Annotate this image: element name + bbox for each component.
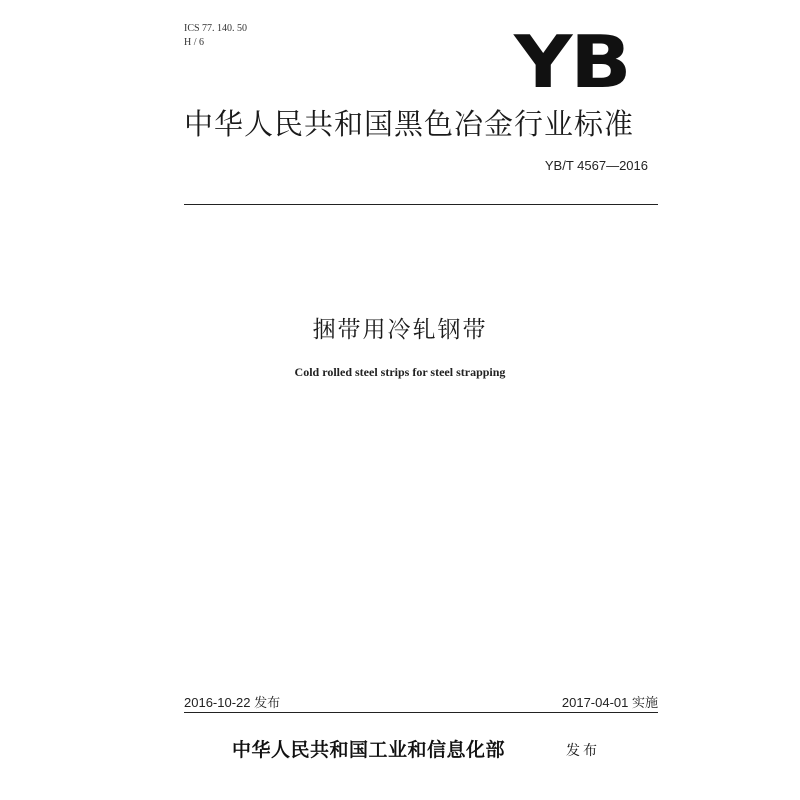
publish-label: 发布 — [566, 743, 600, 759]
standard-category-title: 中华人民共和国黑色冶金行业标准 — [184, 107, 635, 141]
issue-date: 2016-10-22 发布 — [184, 695, 281, 710]
classification-codes — [184, 22, 247, 50]
publisher-name: 中华人民共和国工业和信息化部 — [232, 739, 506, 761]
top-divider — [184, 204, 658, 205]
document-title-chinese: 捆带用冷轧钢带 — [312, 317, 488, 343]
document-title-english: Cold rolled steel strips for steel strapping — [294, 365, 506, 379]
ics-code: ICS 77. 140. 50 — [184, 23, 248, 34]
ccs-code: H / 6 — [184, 37, 204, 48]
implementation-date: 2017-04-01 实施 — [561, 695, 658, 710]
standard-number: YB/T 4567—2016 — [544, 158, 648, 173]
yb-logo: YB — [514, 20, 630, 104]
bottom-divider — [184, 712, 658, 713]
